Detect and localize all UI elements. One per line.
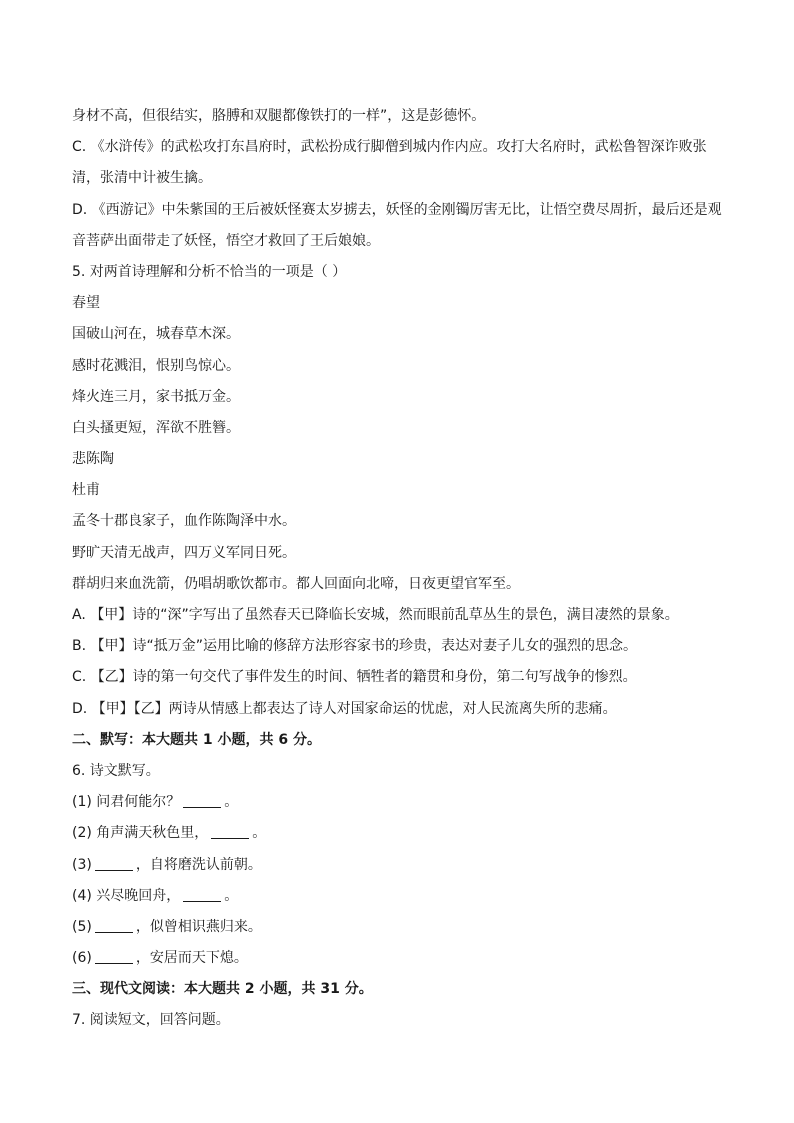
answer-blank[interactable] [183, 793, 221, 808]
q5-option-d: D. 【甲】【乙】两诗从情感上都表达了诗人对国家命运的忧虑，对人民流离失所的悲痛。 [72, 700, 617, 717]
option-b-continuation: 身材不高，但很结实，胳膊和双腿都像铁打的一样”，这是彭德怀。 [72, 108, 486, 124]
dictation-item-4 [72, 881, 722, 912]
poem-1-title: 春望 [72, 295, 100, 312]
q5-option-c: C. 【乙】诗的第一句交代了事件发生的时间、牺牲者的籍贯和身份，第二句写战争的惨烈。 [72, 669, 637, 686]
dictation-item-3-before: (3) [72, 856, 92, 873]
dictation-item-4-after: 。 [224, 887, 239, 904]
option-c-line-1: C. 《水浒传》的武松攻打东昌府时，武松扮成行脚僧到城内作内应。攻打大名府时，武松鲁智深诈败张 [72, 139, 707, 156]
answer-blank[interactable] [183, 887, 221, 902]
poem-1-line-3: 烽火连三月，家书抵万金。 [72, 388, 240, 405]
q5-option-a: A. 【甲】诗的“深”字写出了虽然春天已降临长安城，然而眼前乱草丛生的景色，满目凄然的景象。 [72, 607, 679, 623]
dictation-item-5-before: (5) [72, 918, 92, 935]
dictation-item-6 [72, 943, 722, 974]
poem-2-line-3: 群胡归来血洗箭，仍唱胡歌饮都市。都人回面向北啼，日夜更望官军至。 [72, 575, 520, 592]
dictation-item-4-before: (4) 兴尽晚回舟， [72, 887, 181, 904]
poem-1-line-1: 国破山河在，城春草木深。 [72, 326, 240, 343]
dictation-item-1-after: 。 [224, 794, 239, 811]
option-d-line-1: D. 《西游记》中朱紫国的王后被妖怪赛太岁掳去，妖怪的金刚镯厉害无比，让悟空费尽周折，最后还是观 [72, 201, 722, 218]
dictation-item-2-after: 。 [252, 825, 267, 842]
answer-blank[interactable] [95, 918, 133, 933]
option-c-line-2: 清，张清中计被生擒。 [72, 170, 212, 187]
section-3-heading: 三、现代文阅读：本大题共 2 小题，共 31 分。 [72, 981, 373, 998]
answer-blank[interactable] [95, 949, 133, 964]
poem-2-author: 杜甫 [72, 482, 100, 499]
poem-2-line-2: 野旷天清无战声，四万义军同日死。 [72, 544, 296, 561]
dictation-item-5-after: ，似曾相识燕归来。 [135, 918, 262, 935]
dictation-item-5 [72, 912, 722, 943]
section-2-heading: 二、默写：本大题共 1 小题，共 6 分。 [72, 731, 321, 748]
dictation-item-6-before: (6) [72, 950, 92, 967]
answer-blank[interactable] [95, 856, 133, 871]
poem-1-line-4: 白头搔更短，浑欲不胜簪。 [72, 419, 240, 436]
answer-blank[interactable] [211, 824, 249, 839]
dictation-item-2 [72, 818, 722, 849]
dictation-item-3 [72, 850, 722, 881]
question-5-stem: 5. 对两首诗理解和分析不恰当的一项是（ ） [72, 263, 347, 280]
dictation-item-1 [72, 787, 722, 818]
q5-option-b: B. 【甲】诗“抵万金”运用比喻的修辞方法形容家书的珍贵，表达对妻子儿女的强烈的思念。 [72, 638, 638, 655]
dictation-item-2-before: (2) 角声满天秋色里， [72, 825, 209, 842]
dictation-item-6-after: ，安居而天下熄。 [135, 950, 248, 967]
dictation-item-1-before: (1) 问君何能尔？ [72, 794, 181, 811]
dictation-item-3-after: ，自将磨洗认前朝。 [135, 856, 262, 873]
exam-page [72, 101, 722, 1037]
question-7-stem: 7. 阅读短文，回答问题。 [72, 1012, 230, 1029]
option-d-line-2: 音菩萨出面带走了妖怪，悟空才救回了王后娘娘。 [72, 232, 380, 249]
poem-2-line-1: 孟冬十郡良家子，血作陈陶泽中水。 [72, 513, 296, 530]
poem-1-line-2: 感时花溅泪，恨别鸟惊心。 [72, 357, 240, 374]
question-6-stem: 6. 诗文默写。 [72, 762, 160, 779]
poem-2-title: 悲陈陶 [72, 451, 114, 468]
